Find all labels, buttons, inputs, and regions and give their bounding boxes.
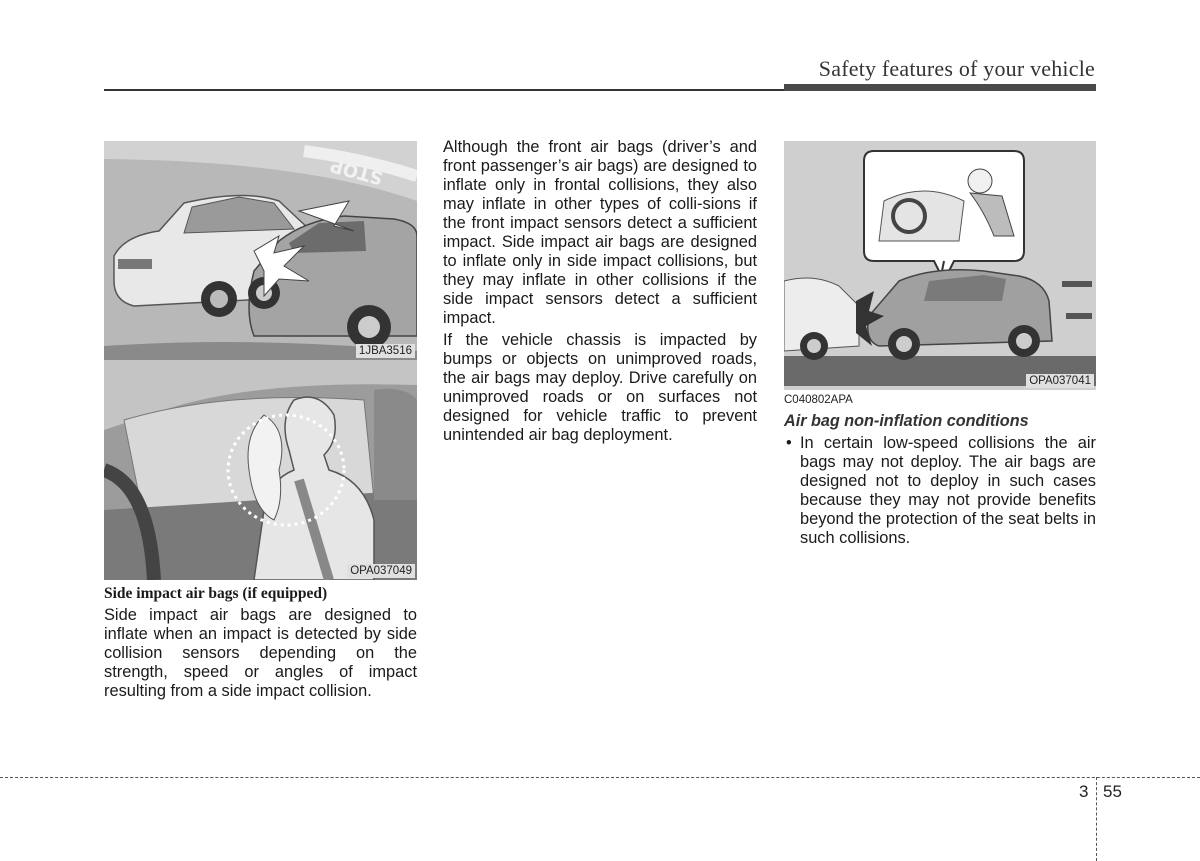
header-rule-thick xyxy=(784,84,1096,91)
side-collision-figure xyxy=(104,141,417,360)
paragraph: Although the front air bags (driver’s and front passenger’s air bags) are designed to inflate only in frontal collisions, they also may inflate in other types of colli-sions if the front impact sensors detect a sufficient impact. Side impact air bags are designed to inflate only in side impact collisions, but they may inflate in other collisions if the side impact sensors detect a sufficient impact. xyxy=(443,138,757,327)
list-item xyxy=(784,434,1096,548)
figure-caption-code: C040802APA xyxy=(784,394,853,406)
paragraph: Side impact air bags are designed to inflate when an impact is detected by side collision sensors depending on the strength, speed or angles of impact resulting from a side impact collision. xyxy=(104,606,417,700)
subsection-heading: Air bag non-inflation conditions xyxy=(784,412,1029,430)
figure-code: OPA037041 xyxy=(1026,374,1094,388)
footer-rule xyxy=(0,777,1200,778)
list-item-text: In certain low-speed collisions the air bags may not deploy. The air bags are designed not to deploy in such cases because they may not provide benefits beyond the protection of the seat belts in such collisions. xyxy=(800,434,1096,547)
header-rule-thin xyxy=(104,89,784,91)
column2-body xyxy=(443,138,757,448)
chapter-number: 3 xyxy=(1079,782,1089,801)
rear-collision-icon xyxy=(784,141,1096,390)
column1-body xyxy=(104,606,417,704)
figure-code: 1JBA3516 xyxy=(356,344,415,358)
side-collision-cars-icon xyxy=(104,141,417,360)
running-header: Safety features of your vehicle xyxy=(818,56,1095,81)
bullet-list xyxy=(784,434,1096,548)
page-number: 55 xyxy=(1103,782,1122,801)
section-heading: Side impact air bags (if equipped) xyxy=(104,585,328,602)
side-airbag-figure xyxy=(104,360,417,580)
footer-divider xyxy=(1096,777,1097,861)
svg-text:STOP: STOP xyxy=(327,154,386,189)
figure-code: OPA037049 xyxy=(347,564,415,578)
side-airbag-deployed-icon xyxy=(104,360,417,580)
paragraph: If the vehicle chassis is impacted by bumps or objects on unimproved roads, the air bags may deploy. Drive carefully on unimproved roads or on surfaces not designed for vehicle traffic to prevent unintended air bag deployment. xyxy=(443,331,757,444)
rear-collision-figure xyxy=(784,141,1096,390)
bullet-icon: • xyxy=(786,434,792,452)
